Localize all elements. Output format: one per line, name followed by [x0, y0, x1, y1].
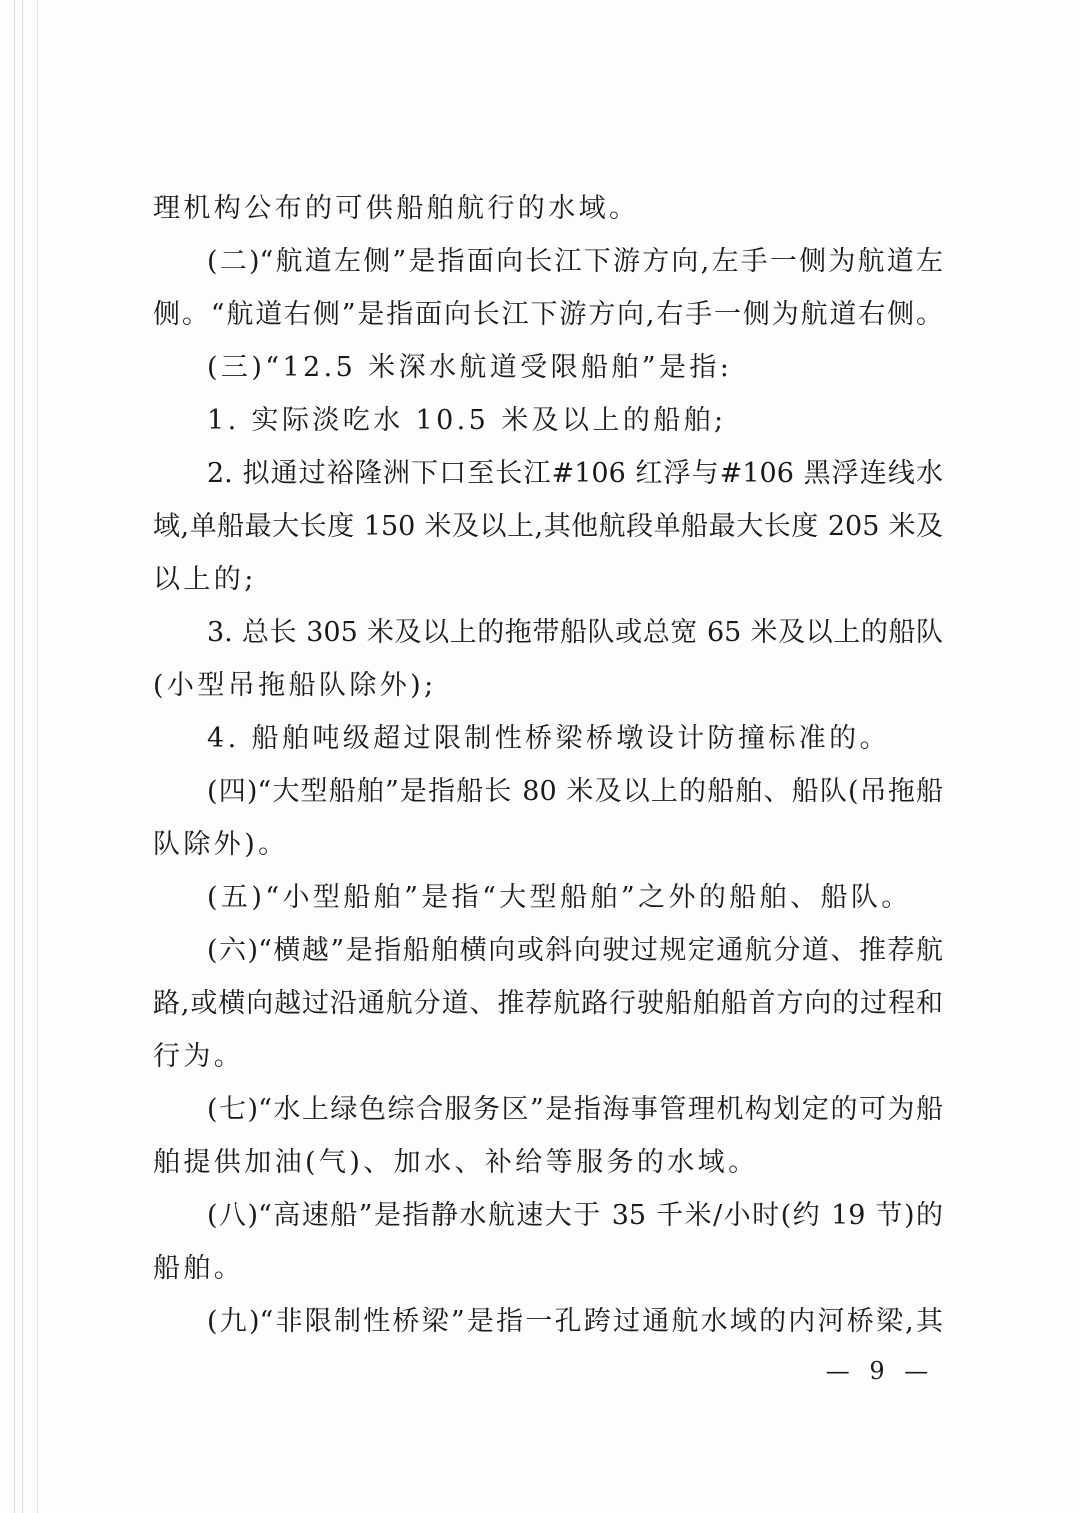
binding-edge [14, 0, 38, 1513]
text-line: (九)“非限制性桥梁”是指一孔跨过通航水域的内河桥梁,其 [207, 1306, 943, 1337]
page-number: — 9 — [825, 1357, 935, 1385]
text-line: 理机构公布的可供船舶航行的水域。 [153, 193, 640, 224]
text-line: 3. 总长 305 米及以上的拖带船队或总宽 65 米及以上的船队 [207, 617, 943, 648]
text-line: (四)“大型船舶”是指船长 80 米及以上的船舶、船队(吊拖船 [207, 776, 943, 807]
text-line: (二)“航道左侧”是指面向长江下游方向,左手一侧为航道左 [207, 246, 943, 277]
text-line: 队除外)。 [153, 829, 289, 860]
text-line: (七)“水上绿色综合服务区”是指海事管理机构划定的可为船 [207, 1094, 943, 1125]
text-line: 路,或横向越过沿通航分道、推荐航路行驶船舶船首方向的过程和 [153, 988, 943, 1019]
text-line: (六)“横越”是指船舶横向或斜向驶过规定通航分道、推荐航 [207, 935, 943, 966]
text-line: (八)“高速船”是指静水航速大于 35 千米/小时(约 19 节)的 [207, 1200, 943, 1231]
text-line: (三)“12.5 米深水航道受限船舶”是指: [207, 352, 733, 383]
text-line: 船舶。 [153, 1253, 245, 1284]
text-line: 1. 实际淡吃水 10.5 米及以上的船舶; [207, 405, 727, 436]
text-line: 侧。“航道右侧”是指面向长江下游方向,右手一侧为航道右侧。 [153, 299, 943, 330]
text-line: 行为。 [153, 1041, 245, 1072]
text-line: 以上的; [153, 564, 257, 595]
text-line: (五)“小型船舶”是指“大型船舶”之外的船舶、船队。 [207, 882, 912, 913]
text-line: 4. 船舶吨级超过限制性桥梁桥墩设计防撞标准的。 [207, 723, 890, 754]
text-line: 域,单船最大长度 150 米及以上,其他航段单船最大长度 205 米及 [153, 511, 943, 542]
text-line: 2. 拟通过裕隆洲下口至长江#106 红浮与#106 黑浮连线水 [207, 458, 943, 489]
text-line: (小型吊拖船队除外); [153, 670, 437, 701]
text-line: 舶提供加油(气)、加水、补给等服务的水域。 [153, 1147, 759, 1178]
